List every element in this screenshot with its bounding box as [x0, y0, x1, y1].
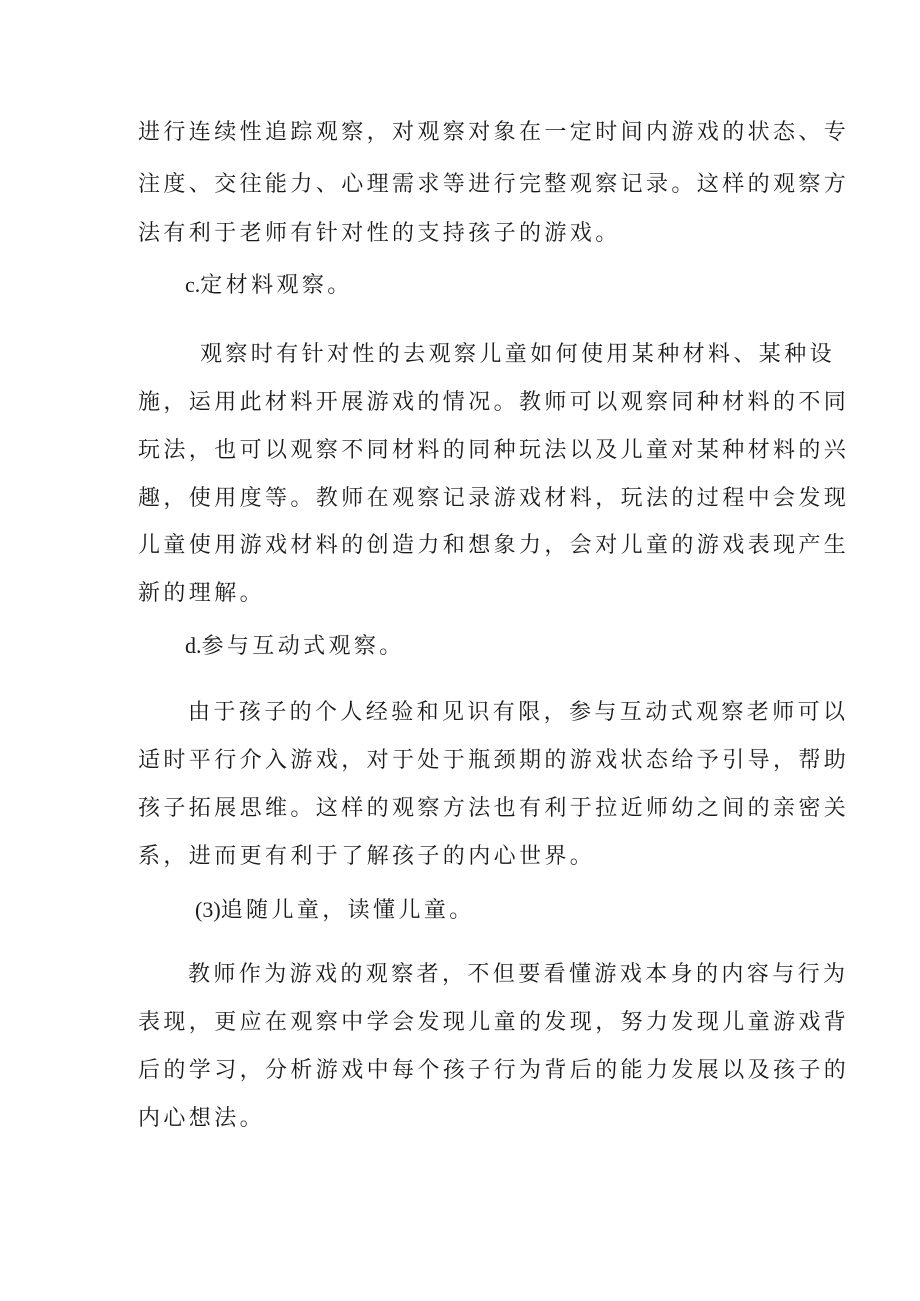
- paragraph-3-line-1: 由于孩子的个人经验和见识有限，参与互动式观察老师可以: [188, 700, 849, 725]
- paragraph-2-line-1: 观察时有针对性的去观察儿童如何使用某种材料、某种设: [200, 342, 836, 367]
- heading-3-text: 追随儿童，读懂儿童。: [220, 898, 475, 923]
- paragraph-4-line-1: 教师作为游戏的观察者，不但要看懂游戏本身的内容与行为: [188, 962, 849, 987]
- heading-d-marker: d.: [185, 633, 202, 658]
- heading-c: [185, 270, 353, 301]
- paragraph-3-line-2: 适时平行介入游戏，对于处于瓶颈期的游戏状态给予引导，帮助: [138, 748, 850, 773]
- paragraph-1-line-2: 注度、交往能力、心理需求等进行完整观察记录。这样的观察方: [138, 172, 850, 197]
- heading-d-text: 参与互动式观察。: [201, 634, 405, 659]
- heading-3-marker: (3): [195, 897, 221, 922]
- paragraph-2-line-3: 玩法，也可以观察不同材料的同种玩法以及儿童对某种材料的兴: [138, 438, 850, 463]
- heading-d: [185, 631, 405, 662]
- paragraph-3-line-3: 孩子拓展思维。这样的观察方法也有利于拉近师幼之间的亲密关: [138, 796, 850, 821]
- paragraph-1-line-3: 法有利于老师有针对性的支持孩子的游戏。: [138, 221, 621, 246]
- paragraph-2-line-4: 趣，使用度等。教师在观察记录游戏材料，玩法的过程中会发现: [138, 486, 850, 511]
- paragraph-4-line-3: 后的学习，分析游戏中每个孩子行为背后的能力发展以及孩子的: [138, 1058, 850, 1083]
- paragraph-3-line-4: 系，进而更有利于了解孩子的内心世界。: [138, 844, 596, 869]
- heading-c-marker: c.: [185, 272, 201, 297]
- heading-c-text: 定材料观察。: [200, 273, 353, 298]
- paragraph-4-line-4: 内心想法。: [138, 1106, 266, 1131]
- paragraph-2-line-5: 儿童使用游戏材料的创造力和想象力，会对儿童的游戏表现产生: [138, 533, 850, 558]
- paragraph-1-line-1: 进行连续性追踪观察，对观察对象在一定时间内游戏的状态、专: [138, 120, 850, 145]
- paragraph-2-line-6: 新的理解。: [138, 581, 266, 606]
- heading-3: [195, 895, 475, 926]
- paragraph-4-line-2: 表现，更应在观察中学会发现儿童的发现，努力发现儿童游戏背: [138, 1010, 850, 1035]
- paragraph-2-line-2: 施，运用此材料开展游戏的情况。教师可以观察同种材料的不同: [138, 390, 850, 415]
